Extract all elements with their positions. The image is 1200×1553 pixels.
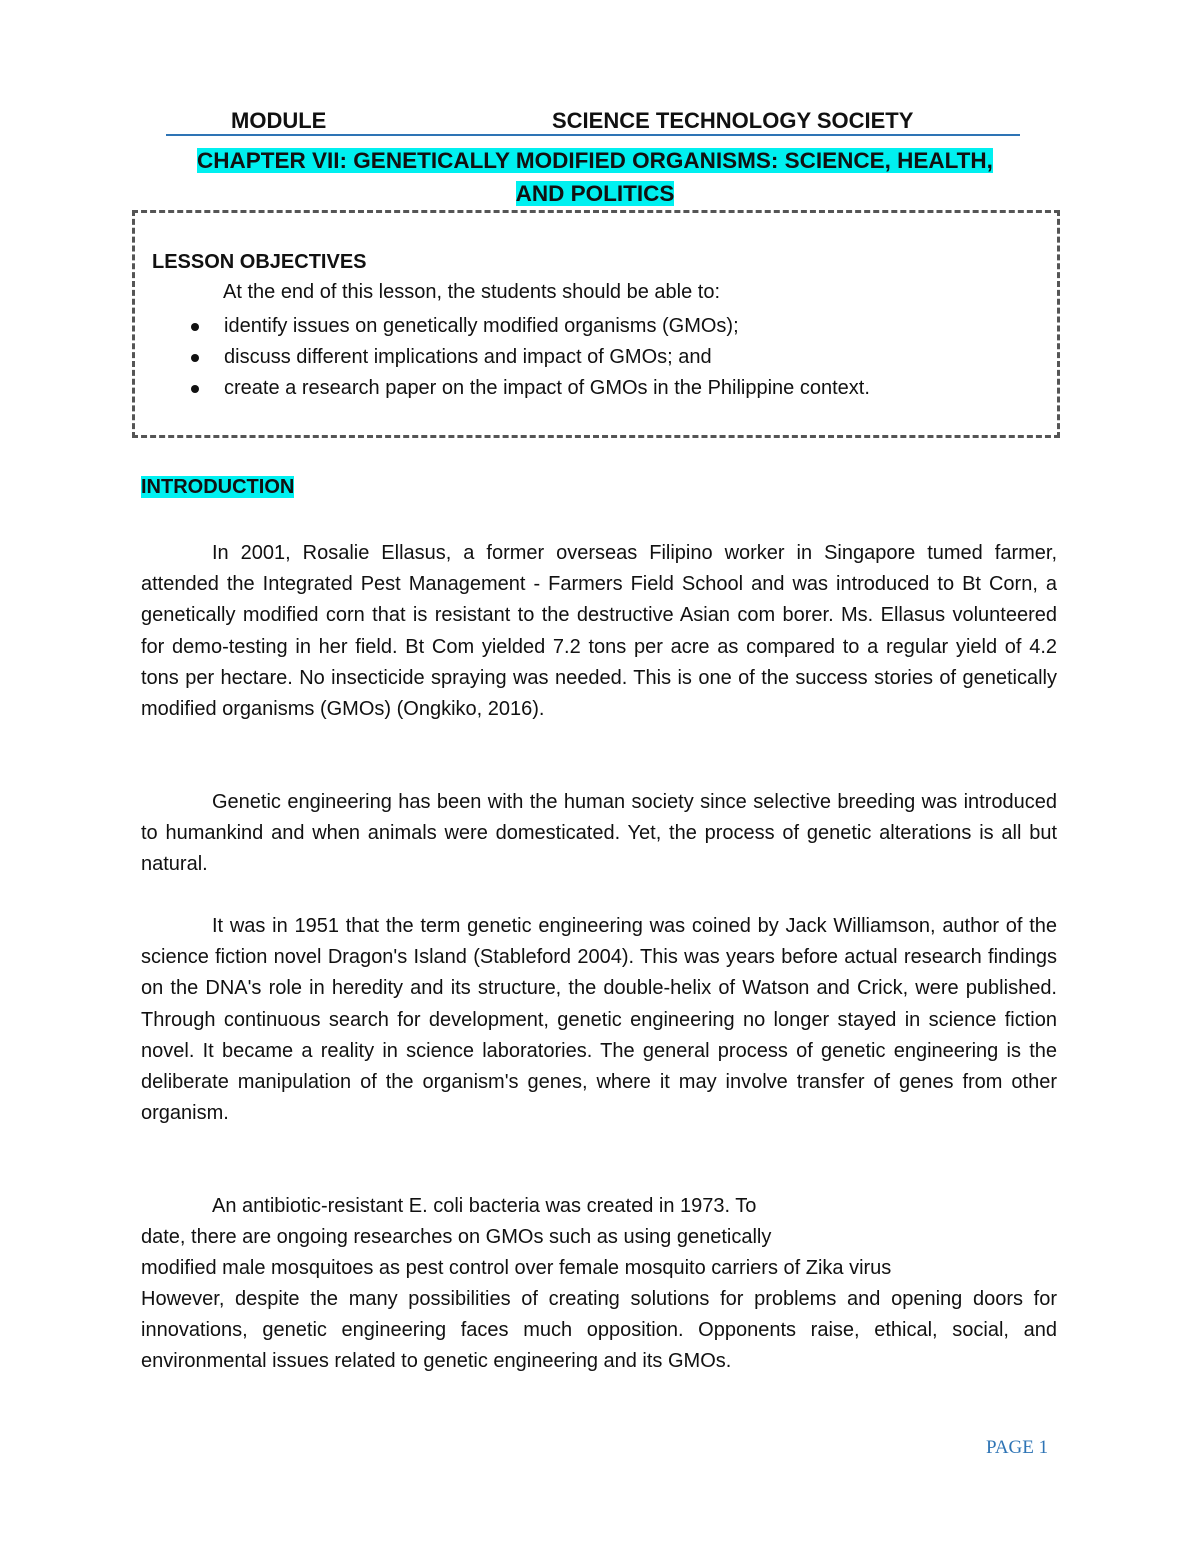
- bullet-icon: [191, 385, 199, 393]
- objectives-list: [191, 311, 870, 404]
- paragraph-5: However, despite the many possibilities of creating solutions for problems and opening doors for innovations, genetic engineering faces much opposition. Opponents raise, ethical, social, and environmental issues related to genetic engineering and its GMOs.: [141, 1288, 1057, 1373]
- chapter-title: [130, 144, 1060, 210]
- bullet-icon: [191, 354, 199, 362]
- objectives-intro: At the end of this lesson, the students should be able to:: [223, 281, 721, 303]
- objective-item: identify issues on genetically modified organisms (GMOs);: [191, 311, 870, 342]
- chapter-title-line-2: AND POLITICS: [515, 181, 675, 206]
- chapter-title-line-1: CHAPTER VII: GENETICALLY MODIFIED ORGANISMS: SCIENCE, HEALTH,: [197, 148, 993, 173]
- page-number: PAGE 1: [986, 1437, 1049, 1458]
- paragraph-1: In 2001, Rosalie Ellasus, a former overseas Filipino worker in Singapore tumed farmer, attended the Integrated Pest Management - Farmers Field School and was introduced to Bt Corn, a genetically modified corn that is resistant to the destructive Asian com borer. Ms. Ellasus volunteered for demo-testing in her field. Bt Com yielded 7.2 tons per acre as compared to a regular yield of 4.2 tons per hectare. No insecticide spraying was needed. This is one of the success stories of genetically modified organisms (GMOs) (Ongkiko, 2016).: [141, 542, 1057, 721]
- paragraph-4: An antibiotic-resistant E. coli bacteria was created in 1973. To date, there are ongoing researches on GMOs such as using genetically modified male mosquitoes as pest control over female mosquito carriers of Zika virus: [141, 1195, 892, 1279]
- subject-title: SCIENCE TECHNOLOGY SOCIETY: [552, 108, 914, 133]
- bullet-icon: [191, 323, 199, 331]
- module-label: MODULE: [231, 108, 327, 133]
- objective-item: create a research paper on the impact of GMOs in the Philippine context.: [191, 373, 870, 404]
- paragraph-2: Genetic engineering has been with the human society since selective breeding was introduced to humankind and when animals were domesticated. Yet, the process of genetic alterations is all but natural.: [141, 791, 1057, 876]
- page-header: [166, 108, 1020, 136]
- lesson-objectives-box: [132, 210, 1060, 438]
- paragraph-3: It was in 1951 that the term genetic engineering was coined by Jack Williamson, author of the science fiction novel Dragon's Island (Stableford 2004). This was years before actual research findings on the DNA's role in heredity and its structure, the double-helix of Watson and Crick, were published. Through continuous search for development, genetic engineering no longer stayed in science fiction novel. It became a reality in science laboratories. The general process of genetic engineering is the deliberate manipulation of the organism's genes, where it may involve transfer of genes from other organism.: [141, 915, 1057, 1125]
- objectives-title: LESSON OBJECTIVES: [152, 251, 367, 273]
- objective-item: discuss different implications and impact of GMOs; and: [191, 342, 870, 373]
- introduction-heading: INTRODUCTION: [141, 476, 295, 498]
